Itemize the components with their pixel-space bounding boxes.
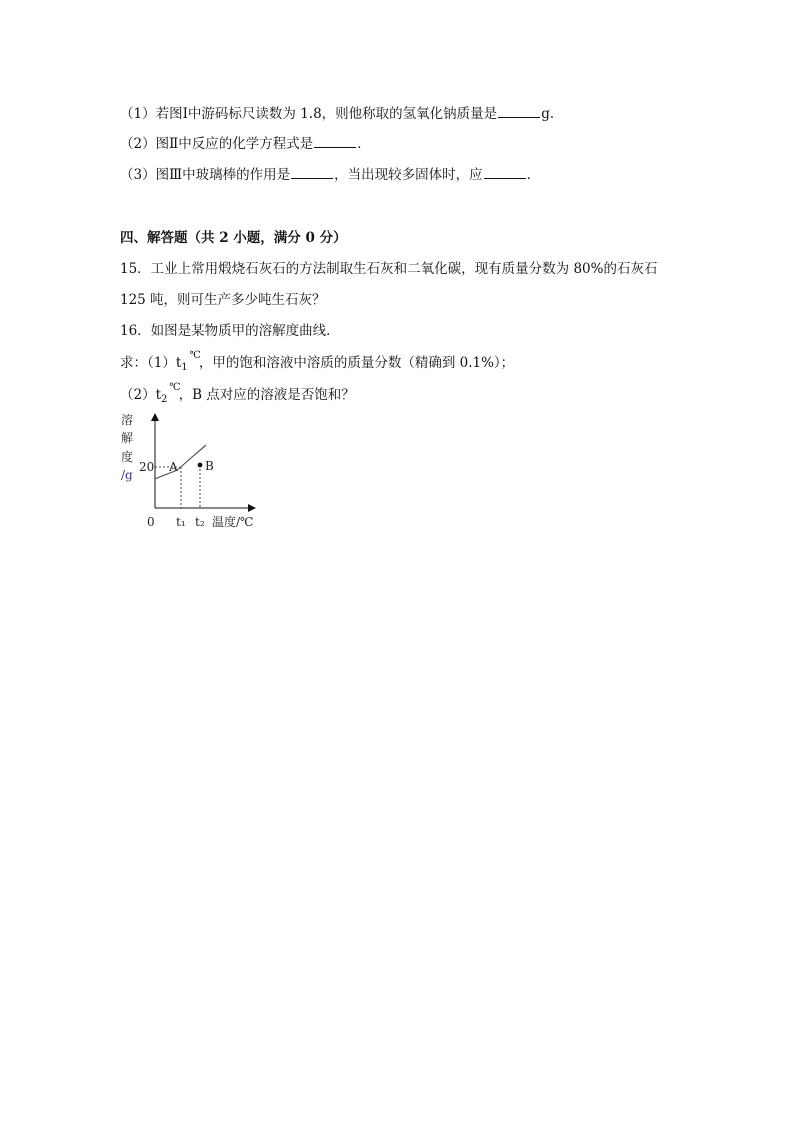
y-axis-label-2: 解: [121, 431, 134, 445]
y-axis-label-4: /g: [121, 468, 133, 482]
x-axis-label: 温度/℃: [212, 515, 254, 529]
y-axis-label-3: 度: [121, 450, 134, 464]
q14-item-3-middle: ，当出现较多固体时，应: [334, 167, 483, 183]
q16-intro: 16．如图是某物质甲的溶解度曲线．: [120, 323, 340, 339]
q16-part-2-text: ，B 点对应的溶液是否饱和？: [178, 387, 355, 403]
point-a-label: A: [169, 460, 178, 474]
q14-item-1-unit: g．: [541, 106, 564, 122]
q14-item-3-text: （3）图Ⅲ中玻璃棒的作用是: [120, 167, 291, 183]
q14-item-3-end: ．: [526, 167, 541, 183]
answer-blank[interactable]: [291, 165, 333, 179]
q16-part-2-sub: 2: [161, 394, 168, 405]
q16-part-1-unit: ℃: [189, 350, 201, 361]
answer-blank[interactable]: [484, 165, 526, 179]
q16-part-2: [120, 382, 355, 410]
q16-part-2-unit: ℃: [169, 382, 181, 393]
q16-part-2-prefix: （2）t: [120, 387, 162, 403]
q16-part-1-text: ，甲的饱和溶液中溶质的质量分数（精确到 0.1%）；: [198, 355, 515, 371]
x-tick-t2: t₂: [195, 515, 205, 529]
point-b-label: B: [205, 459, 214, 473]
q14-item-1: [120, 104, 563, 124]
q16-part-1-prefix: 求：（1）t: [120, 355, 182, 371]
point-b-marker: [198, 463, 203, 468]
q14-item-2: [120, 134, 371, 154]
y-axis-label-1: 溶: [121, 413, 134, 427]
origin-label: 0: [147, 515, 155, 529]
q14-item-3: [120, 165, 540, 185]
q14-item-2-end: ．: [357, 136, 371, 152]
q16-part-1-sub: 1: [181, 362, 188, 373]
q16-part-1: [120, 350, 515, 378]
q15-line-1: 15．工业上常用煅烧石灰石的方法制取生石灰和二氧化碳，现有质量分数为 80%的石灰石: [120, 261, 658, 277]
x-tick-t1: t₁: [176, 515, 186, 529]
q15-line-2: 125 吨，则可生产多少吨生石灰？: [120, 292, 326, 308]
solubility-curve: [155, 445, 206, 479]
y-tick-20: 20: [139, 460, 155, 474]
answer-blank[interactable]: [314, 134, 356, 148]
section-heading: 四、解答题（共 2 小题，满分 0 分）: [120, 230, 347, 246]
q14-item-2-text: （2）图Ⅱ中反应的化学方程式是: [120, 136, 314, 152]
answer-blank[interactable]: [498, 104, 540, 118]
q14-item-1-text: （1）若图Ⅰ中游码标尺读数为 1.8，则他称取的氢氧化钠质量是: [120, 106, 498, 122]
solubility-graph: [118, 410, 278, 535]
